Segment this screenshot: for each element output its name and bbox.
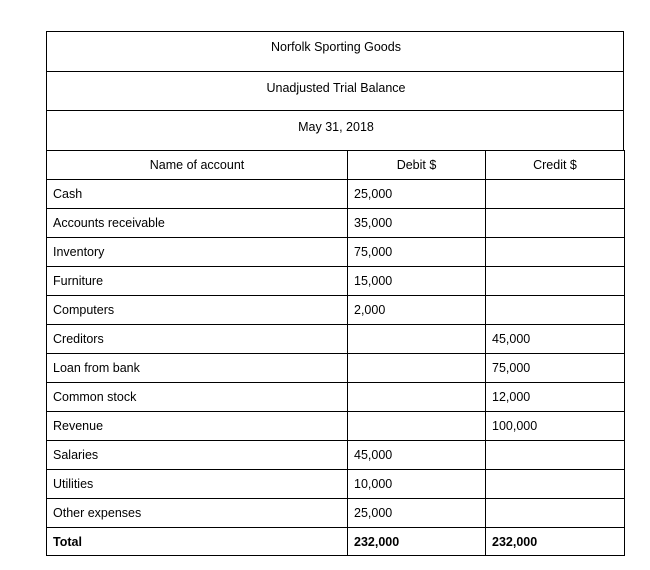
credit-cell: 100,000 [486,412,625,441]
account-name-cell: Utilities [47,470,348,499]
table-row [47,296,625,325]
account-name-cell: Revenue [47,412,348,441]
debit-cell [348,383,486,412]
table-row [47,180,625,209]
credit-cell: 75,000 [486,354,625,383]
account-name-cell: Common stock [47,383,348,412]
trial-balance-table [46,150,625,556]
credit-cell [486,296,625,325]
table-row [47,267,625,296]
table-row [47,412,625,441]
account-name-cell: Loan from bank [47,354,348,383]
account-name-cell: Inventory [47,238,348,267]
debit-cell: 45,000 [348,441,486,470]
credit-cell: 12,000 [486,383,625,412]
total-credit: 232,000 [486,528,625,556]
table-row [47,325,625,354]
account-name-cell: Other expenses [47,499,348,528]
account-name-cell: Cash [47,180,348,209]
account-name-cell: Computers [47,296,348,325]
debit-cell: 25,000 [348,180,486,209]
credit-cell [486,499,625,528]
debit-cell: 35,000 [348,209,486,238]
table-row [47,499,625,528]
debit-cell [348,412,486,441]
table-row [47,470,625,499]
debit-cell: 25,000 [348,499,486,528]
debit-cell: 75,000 [348,238,486,267]
column-header-debit: Debit $ [348,151,486,180]
account-name-cell: Salaries [47,441,348,470]
credit-cell [486,267,625,296]
column-header-name: Name of account [47,151,348,180]
table-row [47,238,625,267]
table-row [47,383,625,412]
table-header-row [47,151,625,180]
total-label: Total [47,528,348,556]
debit-cell: 10,000 [348,470,486,499]
credit-cell [486,180,625,209]
debit-cell [348,325,486,354]
column-header-credit: Credit $ [486,151,625,180]
account-name-cell: Accounts receivable [47,209,348,238]
credit-cell [486,238,625,267]
report-date: May 31, 2018 [46,110,624,150]
debit-cell: 2,000 [348,296,486,325]
report-title: Unadjusted Trial Balance [46,71,624,110]
debit-cell: 15,000 [348,267,486,296]
account-name-cell: Furniture [47,267,348,296]
table-row [47,441,625,470]
credit-cell [486,441,625,470]
table-row [47,209,625,238]
total-row [47,528,625,556]
credit-cell: 45,000 [486,325,625,354]
table-row [47,354,625,383]
trial-balance-document [46,31,624,556]
debit-cell [348,354,486,383]
company-name: Norfolk Sporting Goods [46,31,624,71]
total-debit: 232,000 [348,528,486,556]
account-name-cell: Creditors [47,325,348,354]
credit-cell [486,209,625,238]
credit-cell [486,470,625,499]
